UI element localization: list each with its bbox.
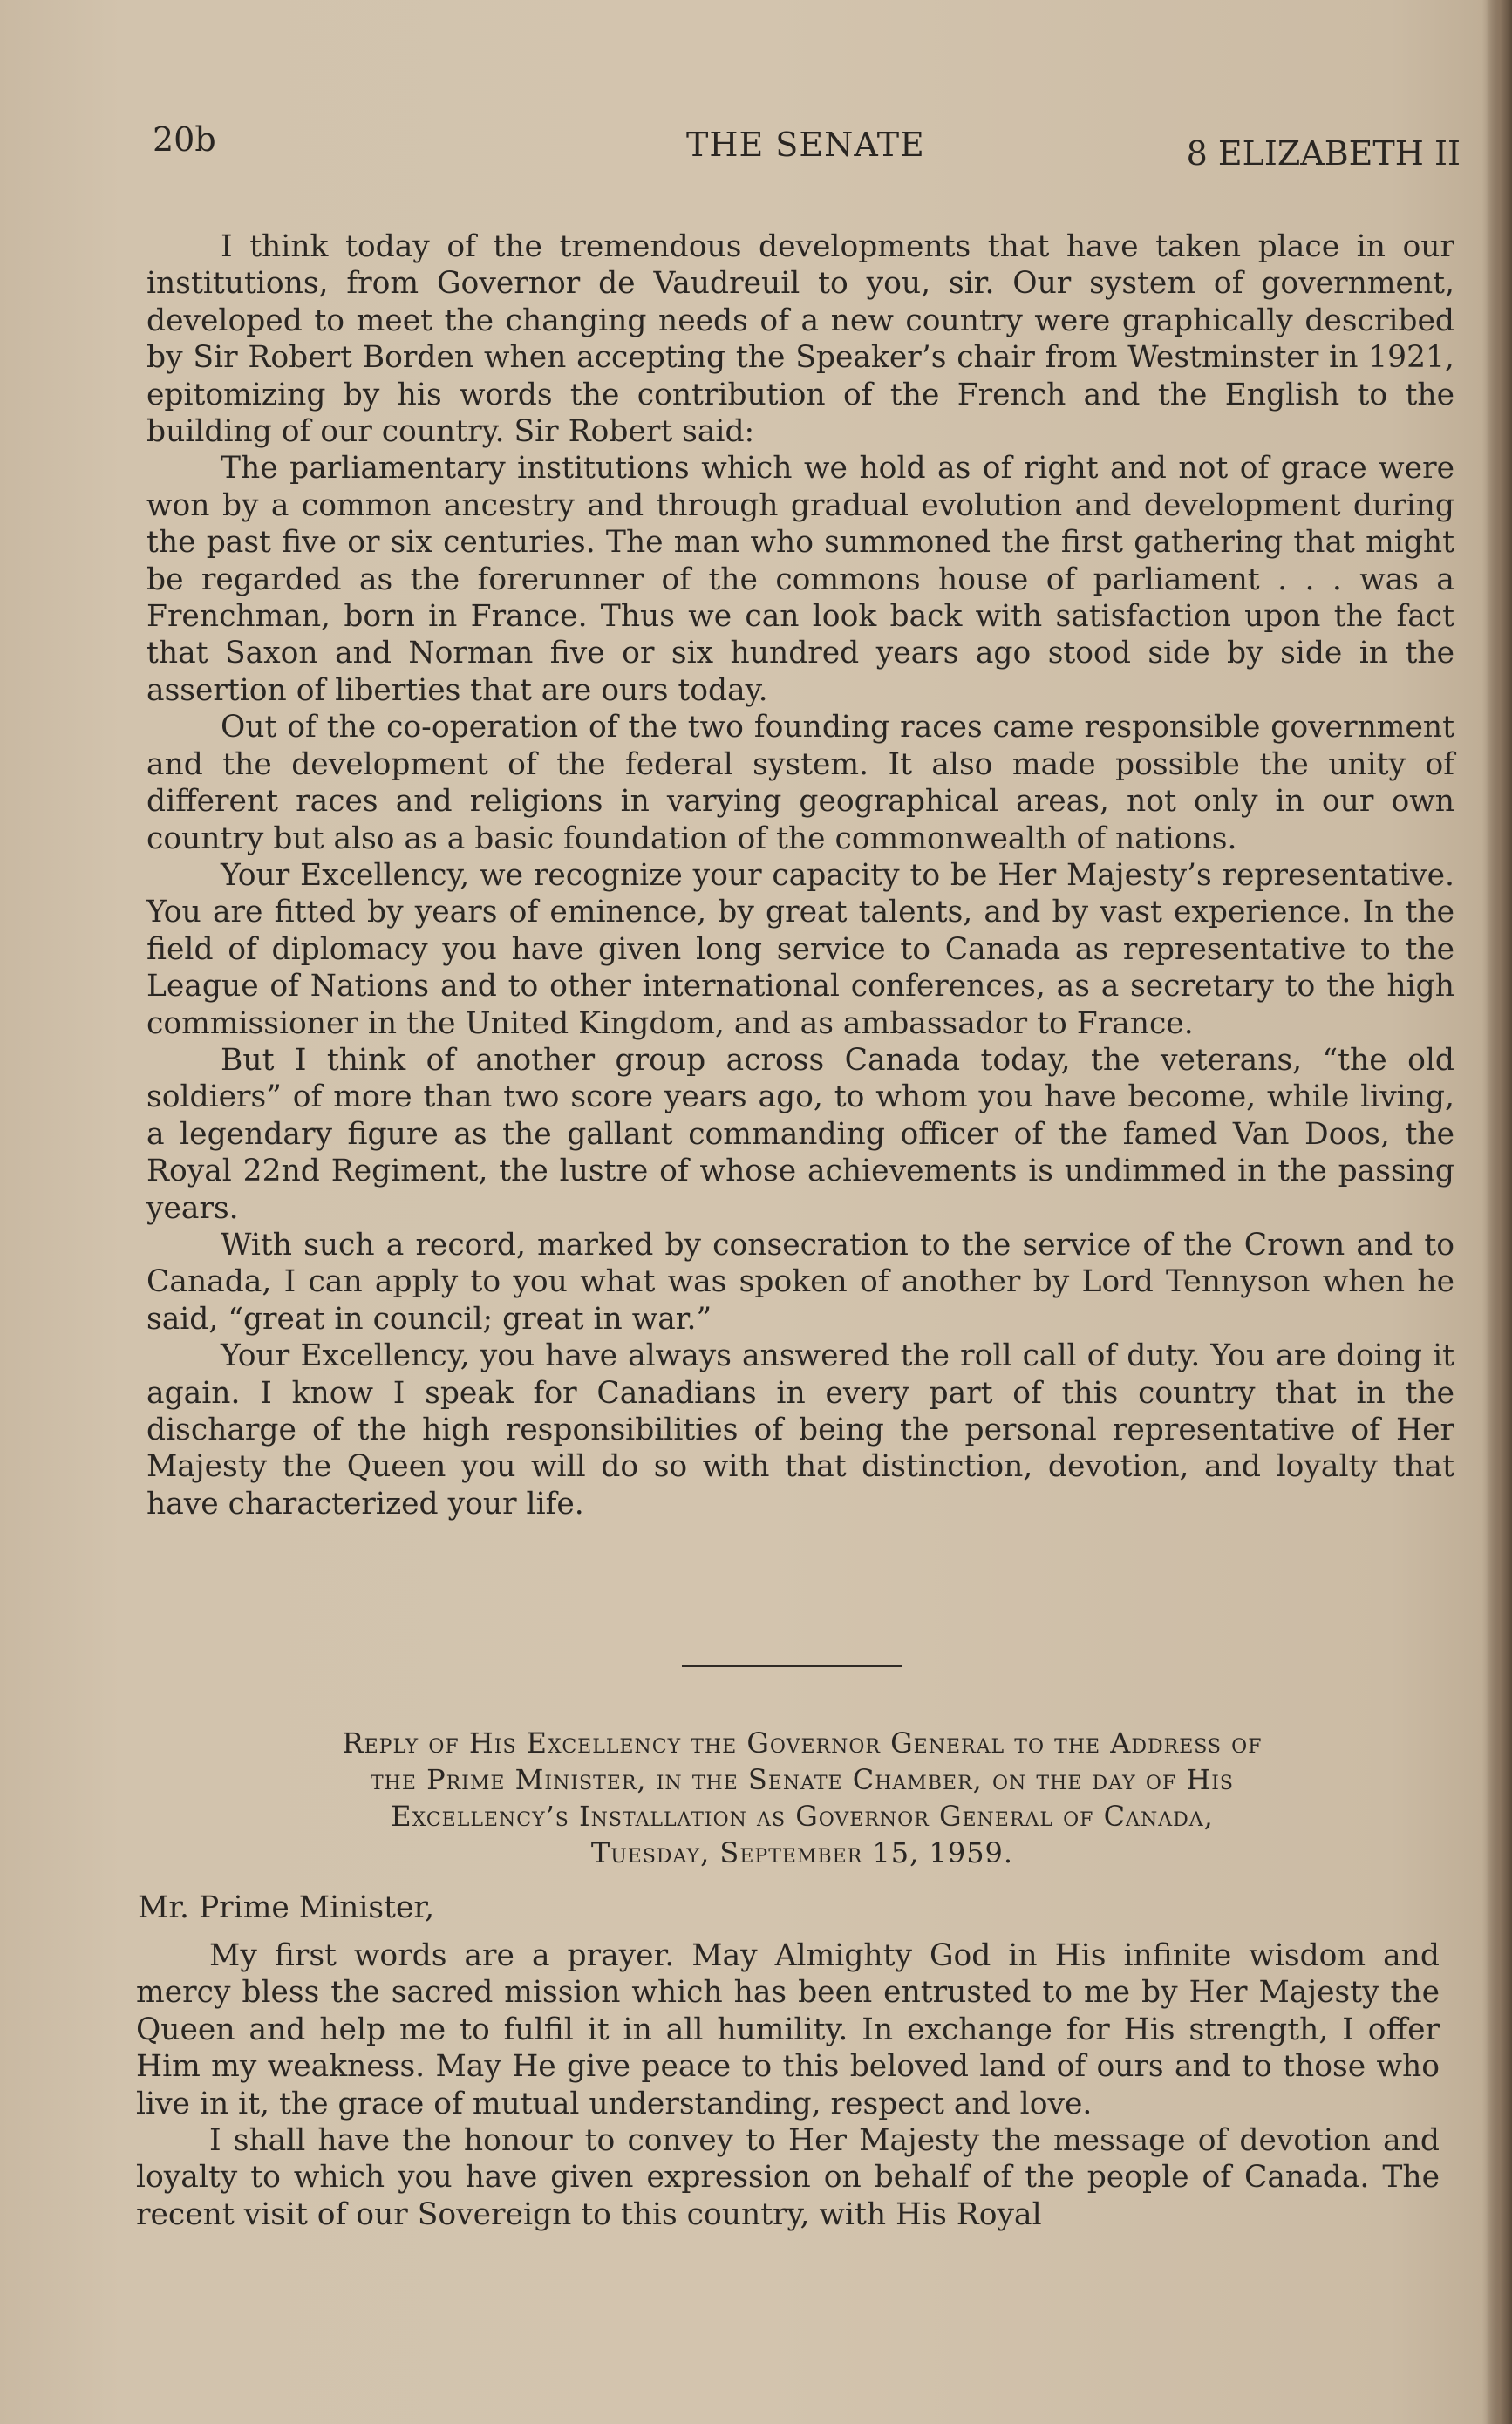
page-number: 20b bbox=[153, 120, 216, 159]
speech-paragraph: But I think of another group across Canada today, the veterans, “the old soldiers” of more than two score years ago, to whom you have become, while living, a legendary figure as the gallant commanding officer of the famed Van Doos, the Royal 22nd Regiment, the lustre of whose achievements is undimmed in the passing years. bbox=[146, 1042, 1454, 1226]
speech-paragraph: With such a record, marked by consecration to the service of the Crown and to Canada, I can apply to you what was spoken of another by Lord Tennyson when he said, “great in council; great in war.” bbox=[146, 1227, 1454, 1337]
running-title: THE SENATE bbox=[686, 126, 925, 164]
page-edge-shadow bbox=[1486, 0, 1512, 2424]
reply-heading-line: the Prime Minister, in the Senate Chamber, on the day of His bbox=[370, 1763, 1234, 1796]
page-header bbox=[153, 120, 1461, 173]
reply-paragraph: My first words are a prayer. May Almighty God in His infinite wisdom and mercy bless the sacred mission which has been entrusted to me by Her Majesty the Queen and help me to fulfil it in all humility. In exchange for His strength, I offer Him my weakness. May He give peace to this beloved land of ours and to those who live in it, the grace of mutual understanding, respect and love. bbox=[136, 1938, 1440, 2121]
section-divider bbox=[682, 1665, 902, 1667]
speech-quote-paragraph: The parliamentary institutions which we hold as of right and not of grace were won by a common ancestry and through gradual evolution and development during the past five or six centuries. The man who summoned the first gathering that might be regarded as the forerunner of the commons house of parliament . . . was a Frenchman, born in France. Thus we can look back with satisfaction upon the fact that Saxon and Norman five or six hundred years ago stood side by side in the assertion of liberties that are ours today. bbox=[146, 451, 1454, 708]
regnal-year: 8 ELIZABETH II bbox=[1186, 134, 1461, 173]
speech-paragraph: Out of the co-operation of the two founding races came responsible government and the development of the federal system. It also made possible the unity of different races and religions in varying geographical areas, not only in our own country but also as a basic foundation of the commonwealth of nations. bbox=[146, 710, 1454, 856]
speech-paragraph: Your Excellency, you have always answered the roll call of duty. You are doing it again. I know I speak for Canadians in every part of this country that in the discharge of the high responsibilities of being the personal representative of Her Majesty the Queen you will do so with that distinction, devotion, and loyalty that have characterized your life. bbox=[146, 1338, 1454, 1522]
reply-body bbox=[136, 1937, 1440, 2233]
reply-heading-line: Tuesday, September 15, 1959. bbox=[590, 1836, 1014, 1869]
speech-body bbox=[146, 228, 1454, 1522]
salutation: Mr. Prime Minister, bbox=[138, 1890, 435, 1925]
reply-heading-line: Excellency’s Installation as Governor General of Canada, bbox=[391, 1800, 1214, 1833]
reply-heading bbox=[157, 1725, 1447, 1871]
speech-paragraph: Your Excellency, we recognize your capacity to be Her Majesty’s representative. You are fitted by years of eminence, by great talents, and by vast experience. In the field of diplomacy you have given long service to Canada as representative to the League of Nations and to other international conferences, as a secretary to the high commissioner in the United Kingdom, and as ambassador to France. bbox=[146, 857, 1454, 1041]
speech-paragraph: I think today of the tremendous developments that have taken place in our institutions, from Governor de Vaudreuil to you, sir. Our system of government, developed to meet the changing needs of a new country were graphically described by Sir Robert Borden when accepting the Speaker’s chair from Westminster in 1921, epitomizing by his words the contribution of the French and the English to the building of our country. Sir Robert said: bbox=[146, 229, 1454, 450]
reply-heading-line: Reply of His Excellency the Governor General to the Address of bbox=[342, 1726, 1263, 1760]
reply-paragraph: I shall have the honour to convey to Her Majesty the message of devotion and loyalty to which you have given expression on behalf of the people of Canada. The recent visit of our Sovereign to this country, with His Royal bbox=[136, 2123, 1440, 2232]
